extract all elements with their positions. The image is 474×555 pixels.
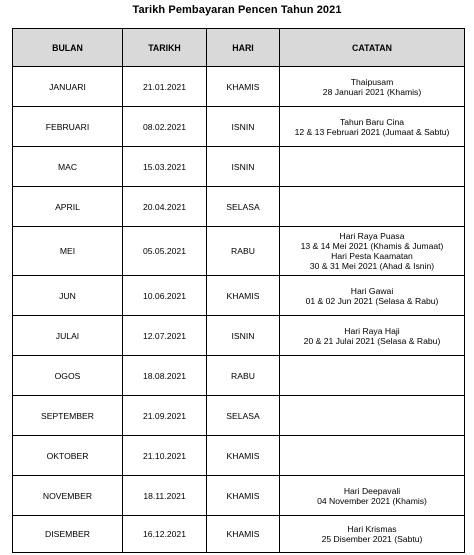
note-line: 13 & 14 Mei 2021 (Khamis & Jumaat) xyxy=(300,241,444,251)
cell-tarikh: 21.01.2021 xyxy=(123,67,207,107)
table-row xyxy=(13,356,465,396)
table-row xyxy=(13,396,465,436)
cell-bulan: SEPTEMBER xyxy=(13,396,123,436)
table-row xyxy=(13,436,465,476)
cell-tarikh: 08.02.2021 xyxy=(123,107,207,147)
cell-bulan: FEBRUARI xyxy=(13,107,123,147)
cell-bulan: APRIL xyxy=(13,187,123,227)
header-tarikh: TARIKH xyxy=(123,29,207,67)
note-line: Hari Deepavali xyxy=(343,485,401,496)
cell-tarikh: 21.09.2021 xyxy=(123,396,207,436)
cell-bulan: OGOS xyxy=(13,356,123,396)
note-line: Hari Raya Haji xyxy=(344,325,400,336)
cell-hari: KHAMIS xyxy=(207,436,280,476)
table-header-row xyxy=(13,29,465,67)
table-row xyxy=(13,227,465,276)
note-line: 25 Disember 2021 (Sabtu) xyxy=(321,534,423,544)
cell-bulan: JUN xyxy=(13,276,123,316)
cell-bulan: JULAI xyxy=(13,316,123,356)
note-line: 28 Januari 2021 (Khamis) xyxy=(322,86,422,97)
cell-catatan xyxy=(280,356,465,396)
table-row xyxy=(13,67,465,107)
note-line: Hari Krismas xyxy=(347,524,397,534)
cell-catatan xyxy=(280,396,465,436)
note-line: Thaipusam xyxy=(350,76,394,87)
cell-tarikh: 18.08.2021 xyxy=(123,356,207,396)
cell-hari: SELASA xyxy=(207,187,280,227)
note-line: 30 & 31 Mei 2021 (Ahad & Isnin) xyxy=(309,261,435,271)
note-line: 20 & 21 Julai 2021 (Selasa & Rabu) xyxy=(303,335,441,346)
cell-catatan xyxy=(280,67,465,107)
cell-bulan: DISEMBER xyxy=(13,516,123,553)
cell-bulan: OKTOBER xyxy=(13,436,123,476)
header-catatan: CATATAN xyxy=(280,29,465,67)
cell-bulan: MEI xyxy=(13,227,123,276)
cell-tarikh: 12.07.2021 xyxy=(123,316,207,356)
cell-tarikh: 15.03.2021 xyxy=(123,147,207,187)
cell-catatan xyxy=(280,476,465,516)
table-row xyxy=(13,147,465,187)
table-row xyxy=(13,187,465,227)
note-line: 04 November 2021 (Khamis) xyxy=(317,495,427,506)
cell-hari: KHAMIS xyxy=(207,476,280,516)
cell-hari: KHAMIS xyxy=(207,276,280,316)
cell-bulan: NOVEMBER xyxy=(13,476,123,516)
cell-bulan: MAC xyxy=(13,147,123,187)
cell-hari: ISNIN xyxy=(207,147,280,187)
note-line: Tahun Baru Cina xyxy=(339,116,405,127)
note-line: Hari Gawai xyxy=(350,285,394,296)
cell-hari: SELASA xyxy=(207,396,280,436)
cell-hari: ISNIN xyxy=(207,107,280,147)
cell-catatan xyxy=(280,516,465,553)
cell-tarikh: 21.10.2021 xyxy=(123,436,207,476)
cell-hari: KHAMIS xyxy=(207,67,280,107)
cell-catatan xyxy=(280,316,465,356)
cell-tarikh: 16.12.2021 xyxy=(123,516,207,553)
cell-catatan xyxy=(280,187,465,227)
header-bulan: BULAN xyxy=(13,29,123,67)
cell-catatan xyxy=(280,107,465,147)
cell-catatan xyxy=(280,276,465,316)
note-line: Hari Raya Puasa xyxy=(339,231,405,241)
cell-tarikh: 20.04.2021 xyxy=(123,187,207,227)
pension-payment-table xyxy=(12,28,465,553)
note-line: 01 & 02 Jun 2021 (Selasa & Rabu) xyxy=(305,295,439,306)
cell-tarikh: 05.05.2021 xyxy=(123,227,207,276)
page-title: Tarikh Pembayaran Pencen Tahun 2021 xyxy=(132,4,342,16)
cell-bulan: JANUARI xyxy=(13,67,123,107)
note-line: 12 & 13 Februari 2021 (Jumaat & Sabtu) xyxy=(294,126,450,137)
table-row xyxy=(13,276,465,316)
cell-catatan xyxy=(280,227,465,276)
cell-hari: RABU xyxy=(207,356,280,396)
cell-tarikh: 10.06.2021 xyxy=(123,276,207,316)
header-hari: HARI xyxy=(207,29,280,67)
cell-hari: ISNIN xyxy=(207,316,280,356)
cell-tarikh: 18.11.2021 xyxy=(123,476,207,516)
note-line: Hari Pesta Kaamatan xyxy=(331,251,413,261)
table-row xyxy=(13,476,465,516)
table-row xyxy=(13,516,465,553)
cell-hari: KHAMIS xyxy=(207,516,280,553)
cell-catatan xyxy=(280,436,465,476)
cell-catatan xyxy=(280,147,465,187)
cell-hari: RABU xyxy=(207,227,280,276)
table-row xyxy=(13,107,465,147)
table-row xyxy=(13,316,465,356)
